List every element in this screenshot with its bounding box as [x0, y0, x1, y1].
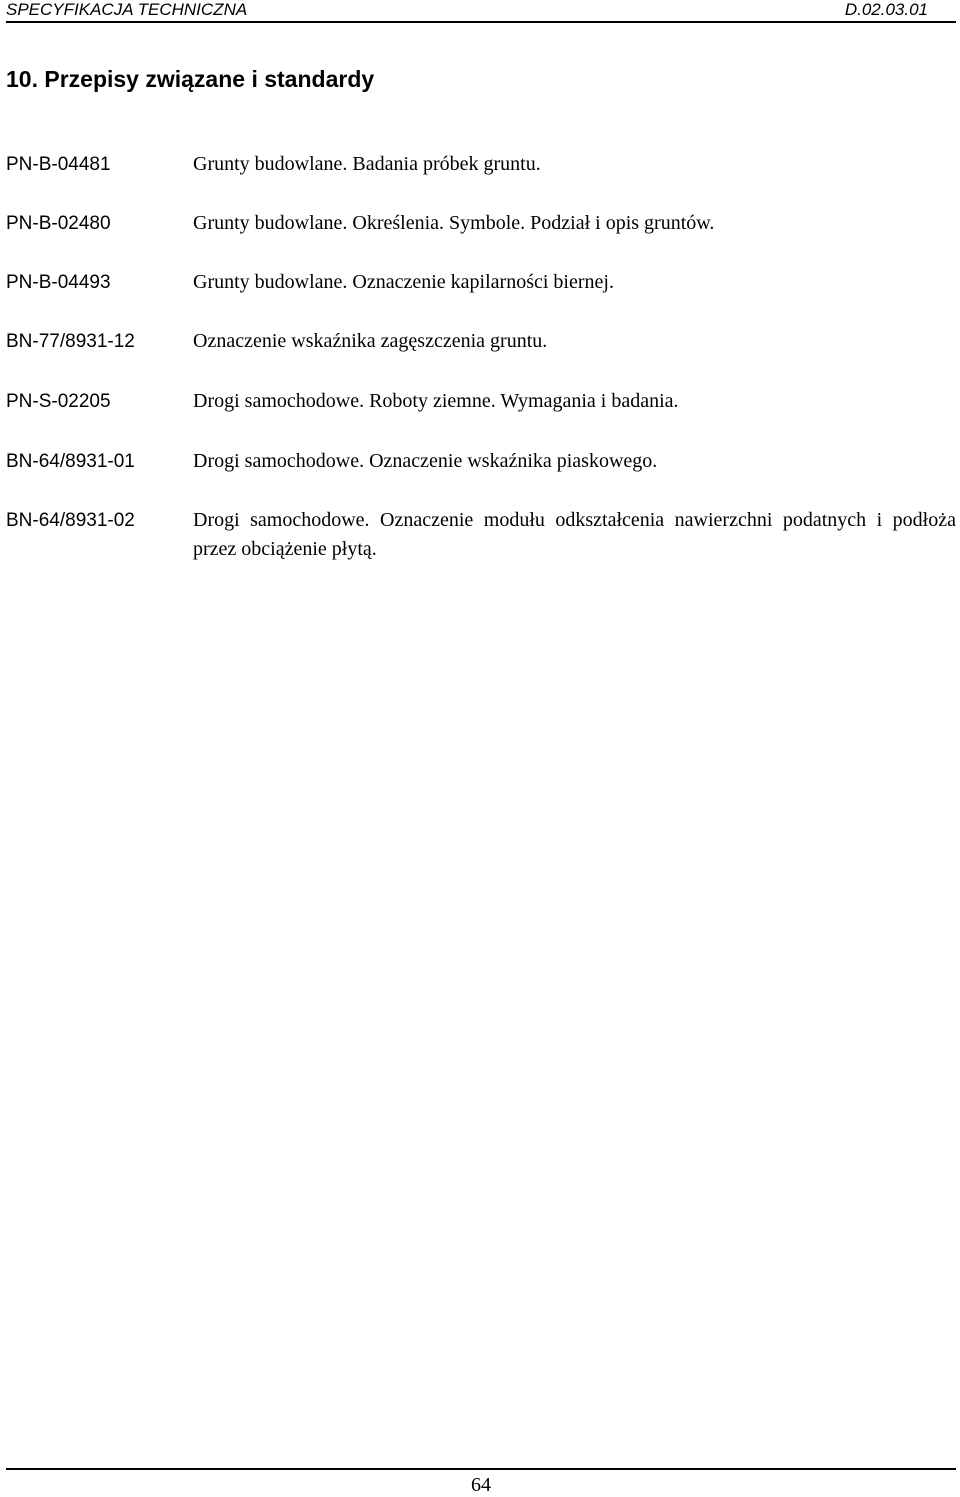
standard-description: Grunty budowlane. Określenia. Symbole. Podział i opis gruntów.	[193, 212, 715, 234]
standard-code: PN-B-02480	[6, 213, 111, 234]
standard-description: Drogi samochodowe. Oznaczenie wskaźnika piaskowego.	[193, 450, 658, 472]
standard-description: Oznaczenie wskaźnika zagęszczenia gruntu.	[193, 330, 548, 352]
standard-code: PN-B-04493	[6, 272, 111, 293]
section-title: 10. Przepisy związane i standardy	[6, 66, 375, 92]
header-document-title: SPECYFIKACJA TECHNICZNA	[6, 0, 248, 19]
standard-code: PN-B-04481	[6, 154, 111, 175]
page-footer	[6, 1468, 956, 1497]
standard-code: BN-77/8931-12	[6, 331, 135, 352]
standard-description: Drogi samochodowe. Oznaczenie modułu odkształcenia nawierzchni podatnych i podłoża przez obciążenie płytą.	[193, 509, 956, 560]
standard-description: Grunty budowlane. Oznaczenie kapilarności biernej.	[193, 271, 614, 293]
standard-description: Grunty budowlane. Badania próbek gruntu.	[193, 153, 541, 175]
standard-code: PN-S-02205	[6, 391, 111, 412]
standard-description: Drogi samochodowe. Roboty ziemne. Wymagania i badania.	[193, 390, 679, 412]
page-header	[6, 0, 956, 23]
header-spec-code: D.02.03.01	[844, 0, 928, 19]
page-number: 64	[471, 1474, 491, 1496]
standard-code: BN-64/8931-01	[6, 451, 135, 472]
standard-code: BN-64/8931-02	[6, 510, 135, 531]
